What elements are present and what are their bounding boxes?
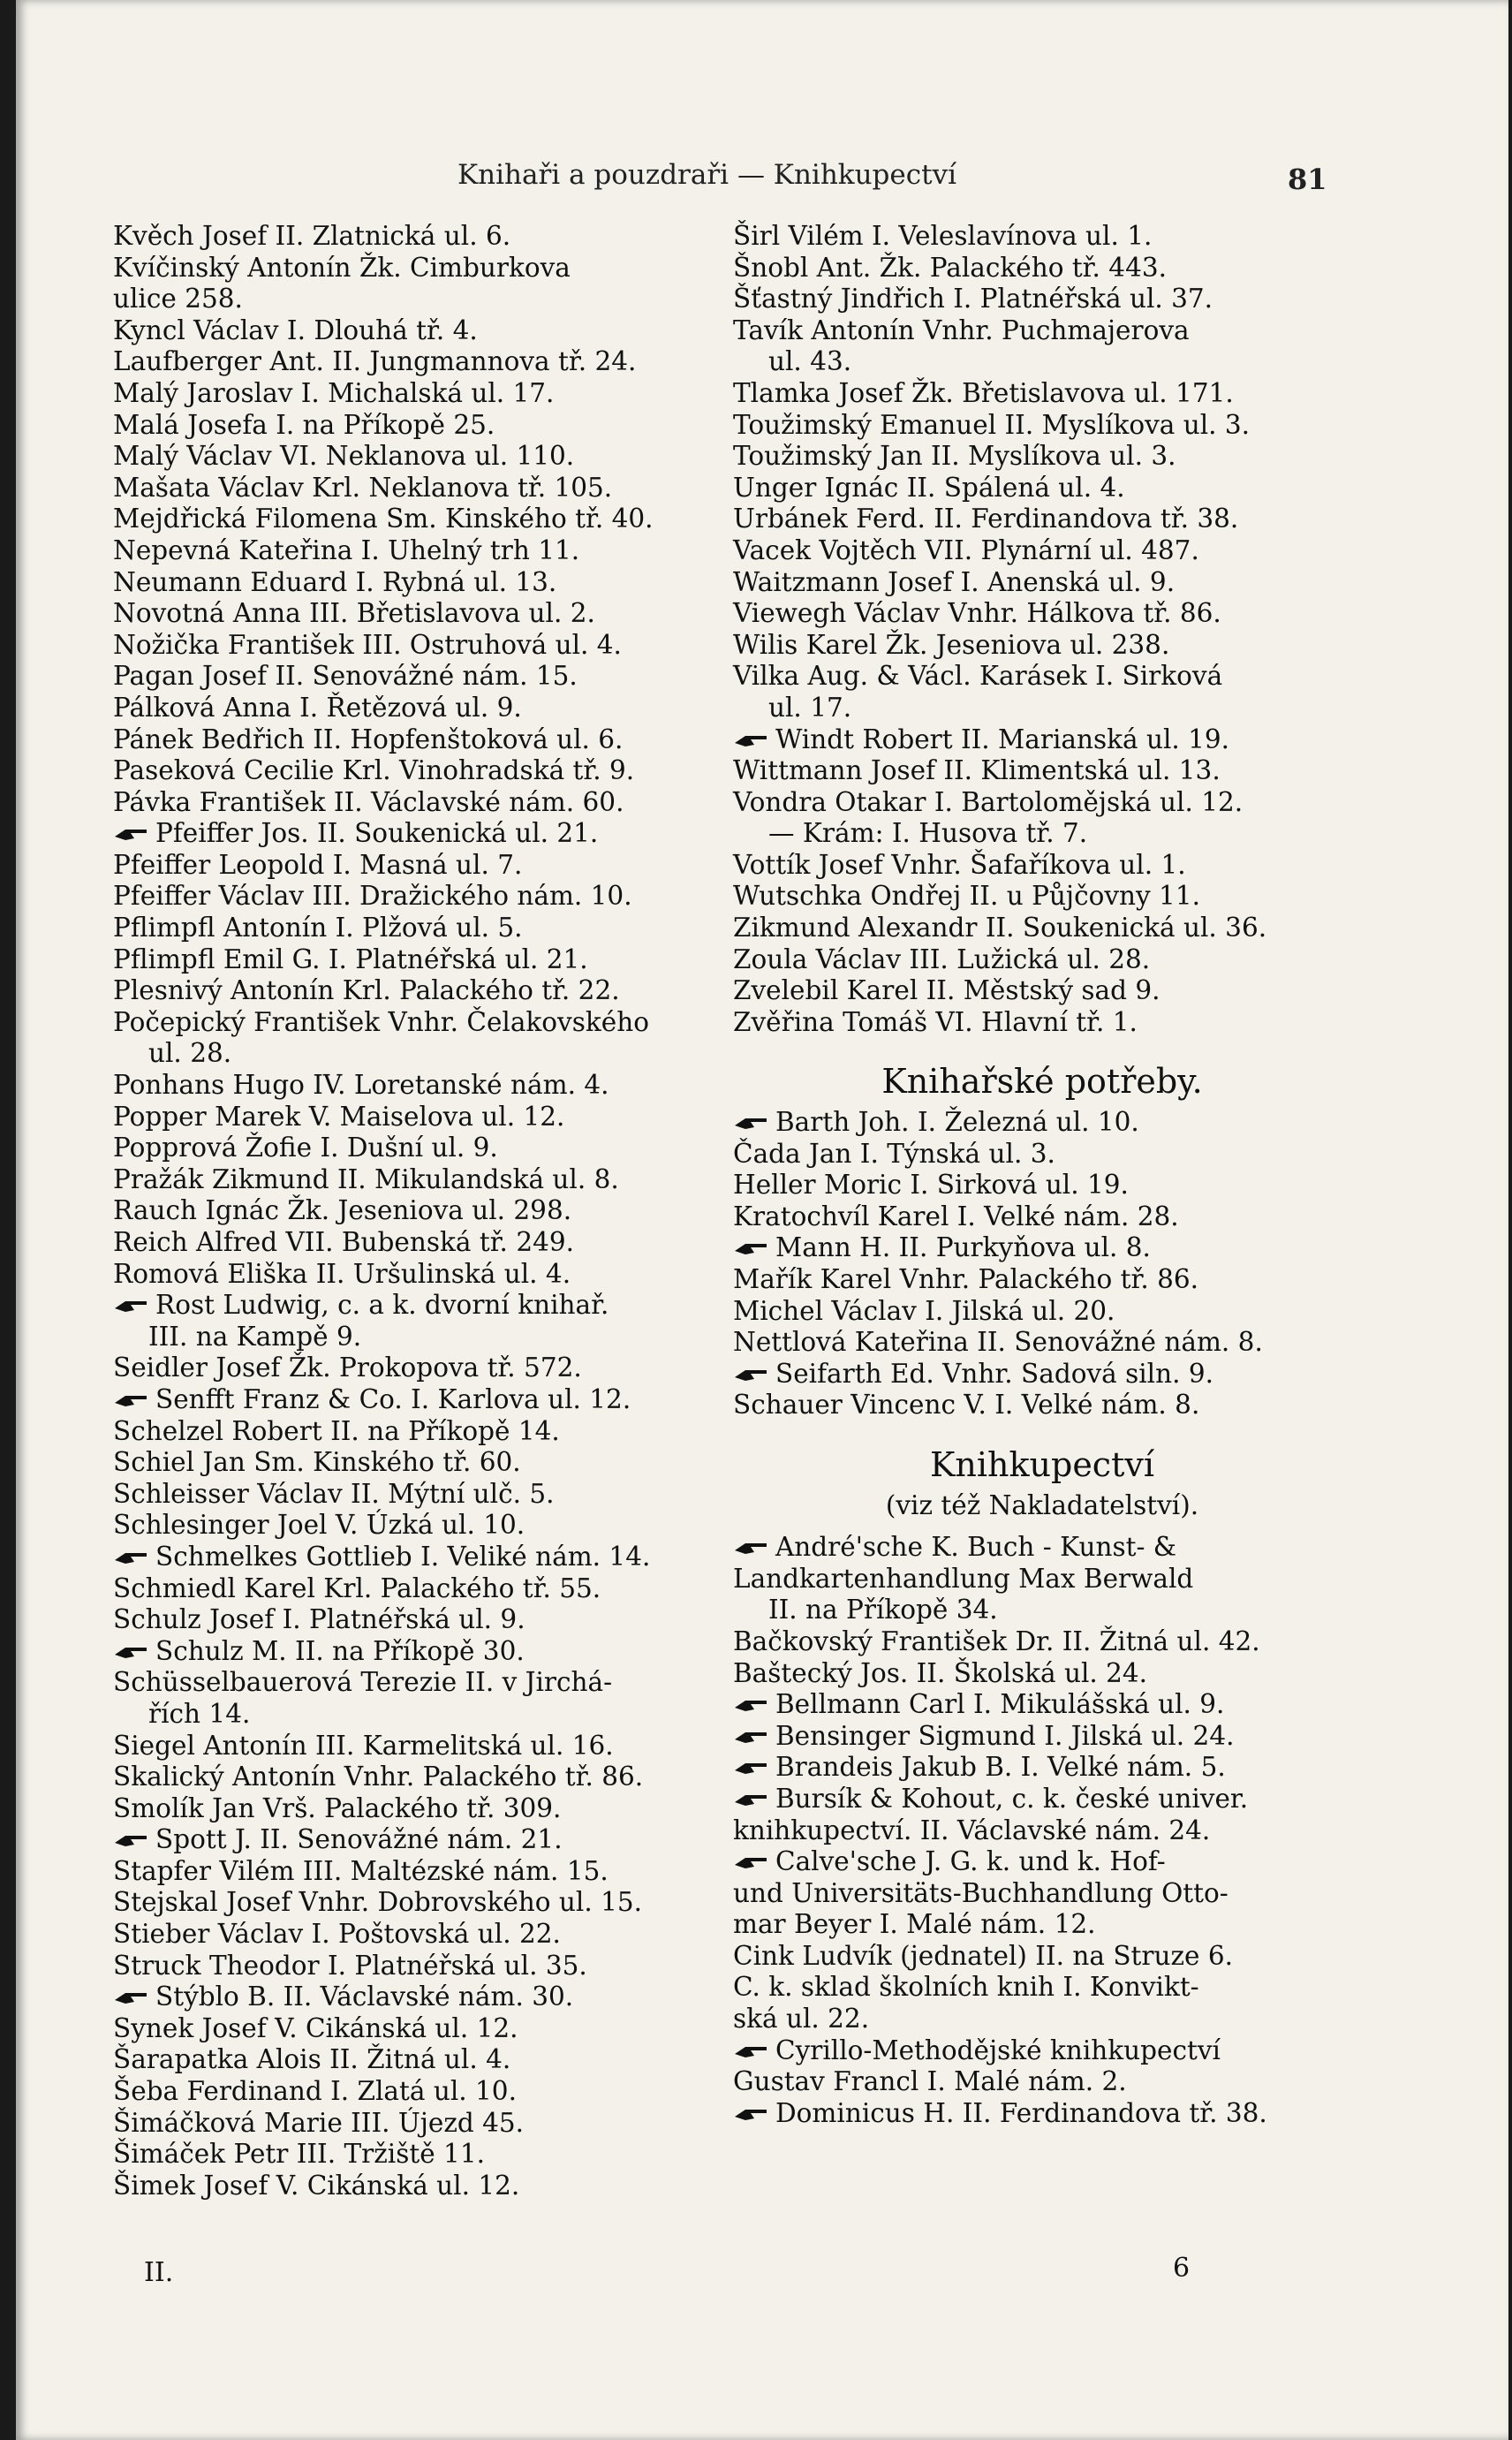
list-item: ulice 258.: [113, 284, 243, 314]
list-item: Pagan Josef II. Senovážné nám. 15.: [113, 661, 578, 692]
list-item: Plesnivý Antonín Krl. Palackého tř. 22.: [113, 975, 620, 1006]
list-item: Reich Alfred VII. Bubenská tř. 249.: [113, 1227, 574, 1257]
list-item: Toužimský Emanuel II. Myslíkova ul. 3.: [733, 409, 1251, 440]
pointing-hand-icon: [733, 1848, 768, 1868]
list-item: Nepevná Kateřina I. Uhelný trh 11.: [113, 534, 580, 565]
list-item: Nožička František III. Ostruhová ul. 4.: [113, 629, 622, 660]
list-item: Wilis Karel Žk. Jeseniova ul. 238.: [733, 629, 1170, 660]
list-item: Vilka Aug. & Václ. Karásek I. Sirková: [733, 661, 1223, 692]
list-item: Siegel Antonín III. Karmelitská ul. 16.: [113, 1730, 614, 1761]
pointing-hand-icon: [733, 1534, 768, 1553]
list-item: Wittmann Josef II. Klimentská ul. 13.: [733, 755, 1221, 786]
list-item: Seidler Josef Žk. Prokopova tř. 572.: [113, 1353, 582, 1383]
list-item: Cink Ludvík (jednatel) II. na Struze 6.: [733, 1940, 1234, 1971]
pointing-hand-icon: [733, 1360, 768, 1380]
list-item: Cyrillo-Methodějské knihkupectví: [733, 2035, 1351, 2067]
list-item: Pálková Anna I. Řetězová ul. 9.: [113, 692, 522, 723]
list-item: Vondra Otakar I. Bartolomějská ul. 12.: [733, 786, 1244, 817]
list-item: Stieber Václav I. Poštovská ul. 22.: [113, 1919, 561, 1950]
list-item: Pfeiffer Jos. II. Soukenická ul. 21.: [113, 818, 731, 850]
list-item: Vottík Josef Vnhr. Šafaříkova ul. 1.: [733, 849, 1186, 880]
list-item: ul. 28.: [148, 1038, 232, 1069]
list-item: Bensinger Sigmund I. Jilská ul. 24.: [733, 1721, 1351, 1753]
list-item: Dominicus H. II. Ferdinandova tř. 38.: [733, 2098, 1351, 2130]
list-item: Skalický Antonín Vnhr. Palackého tř. 86.: [113, 1762, 644, 1792]
list-item: Šeba Ferdinand I. Zlatá ul. 10.: [113, 2076, 517, 2107]
pointing-hand-icon: [733, 1691, 768, 1710]
book-page: [16, 0, 1508, 2440]
footer-signature-left: II.: [144, 2257, 174, 2288]
list-item: Schüsselbauerová Terezie II. v Jirchá-: [113, 1667, 613, 1698]
list-item: Šimáček Petr III. Tržiště 11.: [113, 2139, 485, 2170]
list-item: II. na Příkopě 34.: [768, 1595, 998, 1625]
list-item: Kratochvíl Karel I. Velké nám. 28.: [733, 1201, 1179, 1231]
pointing-hand-icon: [113, 1638, 148, 1657]
list-item: knihkupectví. II. Václavské nám. 24.: [733, 1815, 1211, 1845]
pointing-hand-icon: [733, 1109, 768, 1128]
list-item: Malá Josefa I. na Příkopě 25.: [113, 409, 495, 440]
pointing-hand-icon: [733, 726, 768, 746]
list-item: Stapfer Vilém III. Maltézské nám. 15.: [113, 1855, 609, 1886]
list-item: Spott J. II. Senovážné nám. 21.: [113, 1824, 731, 1856]
list-item: Pflimpfl Emil G. I. Platnéřská ul. 21.: [113, 943, 588, 974]
right-column: [733, 221, 1351, 2129]
list-item: Pflimpfl Antonín I. Plžová ul. 5.: [113, 913, 523, 943]
list-item: Gustav Francl I. Malé nám. 2.: [733, 2066, 1127, 2097]
list-item: Tlamka Josef Žk. Břetislavova ul. 171.: [733, 377, 1234, 408]
list-item: Zikmund Alexandr II. Soukenická ul. 36.: [733, 913, 1267, 943]
list-item: Šnobl Ant. Žk. Palackého tř. 443.: [733, 252, 1167, 283]
list-item: André'sche K. Buch - Kunst- &: [733, 1532, 1351, 1564]
pointing-hand-icon: [113, 1292, 148, 1311]
list-item: Windt Robert II. Marianská ul. 19.: [733, 724, 1351, 756]
list-item: Baštecký Jos. II. Školská ul. 24.: [733, 1657, 1148, 1688]
list-item: Barth Joh. I. Železná ul. 10.: [733, 1107, 1351, 1139]
list-item: mar Beyer I. Malé nám. 12.: [733, 1909, 1096, 1940]
list-item: Senfft Franz & Co. I. Karlova ul. 12.: [113, 1384, 731, 1416]
list-item: Počepický František Vnhr. Čelakovského: [113, 1006, 649, 1037]
list-item: Struck Theodor I. Platnéřská ul. 35.: [113, 1950, 587, 1981]
pointing-hand-icon: [733, 1723, 768, 1742]
list-item: Šimek Josef V. Cikánská ul. 12.: [113, 2170, 520, 2201]
pointing-hand-icon: [113, 1983, 148, 2003]
list-item: Pražák Zikmund II. Mikulandská ul. 8.: [113, 1163, 619, 1194]
list-item: Stejskal Josef Vnhr. Dobrovského ul. 15.: [113, 1887, 643, 1918]
list-item: Popper Marek V. Maiselova ul. 12.: [113, 1101, 565, 1132]
section-title: Knihařské potřeby.: [881, 1062, 1203, 1102]
list-item: Pfeiffer Leopold I. Masná ul. 7.: [113, 849, 523, 880]
list-item: III. na Kampě 9.: [148, 1321, 362, 1352]
list-item: Šťastný Jindřich I. Platnéřská ul. 37.: [733, 284, 1213, 314]
list-item: Rauch Ignác Žk. Jeseniova ul. 298.: [113, 1195, 572, 1226]
list-item: Paseková Cecilie Krl. Vinohradská tř. 9.: [113, 755, 635, 786]
list-item: Smolík Jan Vrš. Palackého tř. 309.: [113, 1792, 562, 1823]
pointing-hand-icon: [733, 1785, 768, 1805]
section-title: Knihkupectví: [930, 1444, 1154, 1484]
list-item: Zoula Václav III. Lužická ul. 28.: [733, 943, 1151, 974]
list-item: Wutschka Ondřej II. u Půjčovny 11.: [733, 881, 1200, 912]
list-item: řích 14.: [148, 1698, 251, 1729]
list-item: Čada Jan I. Týnská ul. 3.: [733, 1138, 1055, 1169]
list-item: Mařík Karel Vnhr. Palackého tř. 86.: [733, 1264, 1199, 1294]
list-item: ská ul. 22.: [733, 2004, 870, 2035]
list-item: Zvěřina Tomáš VI. Hlavní tř. 1.: [733, 1006, 1138, 1037]
list-item: und Universitäts-Buchhandlung Otto-: [733, 1877, 1228, 1908]
list-item: Schlesinger Joel V. Úzká ul. 10.: [113, 1510, 525, 1541]
list-item: Malý Václav VI. Neklanova ul. 110.: [113, 441, 575, 472]
pointing-hand-icon: [113, 1386, 148, 1406]
list-item: Bellmann Carl I. Mikulášská ul. 9.: [733, 1689, 1351, 1721]
list-item: Landkartenhandlung Max Berwald: [733, 1563, 1194, 1594]
section-subtitle: (viz též Nakladatelství).: [885, 1489, 1199, 1520]
pointing-hand-icon: [733, 2037, 768, 2057]
list-item: Šimáčková Marie III. Újezd 45.: [113, 2107, 525, 2138]
list-item: Romová Eliška II. Uršulinská ul. 4.: [113, 1258, 571, 1289]
list-item: Waitzmann Josef I. Anenská ul. 9.: [733, 566, 1176, 597]
list-item: Bačkovský František Dr. II. Žitná ul. 42.: [733, 1625, 1260, 1656]
list-item: Novotná Anna III. Břetislavova ul. 2.: [113, 598, 595, 629]
list-item: Viewegh Václav Vnhr. Hálkova tř. 86.: [733, 598, 1221, 629]
list-item: ul. 17.: [768, 692, 852, 723]
list-item: Popprová Žofie I. Dušní ul. 9.: [113, 1133, 498, 1163]
left-column: [113, 221, 731, 2201]
list-item: Ponhans Hugo IV. Loretanské nám. 4.: [113, 1070, 609, 1101]
list-item: ul. 43.: [768, 346, 852, 377]
pointing-hand-icon: [733, 2100, 768, 2119]
list-item: Mejdřická Filomena Sm. Kinského tř. 40.: [113, 504, 654, 534]
list-item: Šarapatka Alois II. Žitná ul. 4.: [113, 2044, 511, 2075]
list-item: Pávka František II. Václavské nám. 60.: [113, 786, 624, 817]
list-item: Michel Václav I. Jilská ul. 20.: [733, 1295, 1115, 1326]
pointing-hand-icon: [113, 1826, 148, 1845]
list-item: Unger Ignác II. Spálená ul. 4.: [733, 472, 1125, 503]
list-item: C. k. sklad školních knih I. Konvikt-: [733, 1972, 1199, 2003]
pointing-hand-icon: [113, 820, 148, 839]
list-item: Schmiedl Karel Krl. Palackého tř. 55.: [113, 1572, 601, 1603]
list-item: Rost Ludwig, c. a k. dvorní knihař.: [113, 1290, 731, 1322]
list-item: Schulz Josef I. Platnéřská ul. 9.: [113, 1604, 525, 1635]
list-item: Brandeis Jakub B. I. Velké nám. 5.: [733, 1752, 1351, 1784]
list-item: Laufberger Ant. II. Jungmannova tř. 24.: [113, 346, 637, 377]
list-item: Schelzel Robert II. na Příkopě 14.: [113, 1415, 560, 1446]
list-item: Schiel Jan Sm. Kinského tř. 60.: [113, 1447, 521, 1478]
list-item: Schleisser Václav II. Mýtní ulč. 5.: [113, 1478, 555, 1509]
list-item: Kvíčinský Antonín Žk. Cimburkova: [113, 252, 571, 283]
list-item: Neumann Eduard I. Rybná ul. 13.: [113, 566, 557, 597]
list-item: Mann H. II. Purkyňova ul. 8.: [733, 1232, 1351, 1264]
list-item: Heller Moric I. Sirková ul. 19.: [733, 1170, 1129, 1201]
list-item: Pánek Bedřich II. Hopfenštoková ul. 6.: [113, 724, 624, 754]
list-item: — Krám: I. Husova tř. 7.: [768, 818, 1088, 849]
list-item: Nettlová Kateřina II. Senovážné nám. 8.: [733, 1327, 1263, 1358]
page-number: 81: [1288, 163, 1327, 196]
list-item: Schmelkes Gottlieb I. Veliké nám. 14.: [113, 1542, 731, 1573]
list-item: Zvelebil Karel II. Městský sad 9.: [733, 975, 1160, 1006]
list-item: Calve'sche J. G. k. und k. Hof-: [733, 1846, 1351, 1878]
list-item: Malý Jaroslav I. Michalská ul. 17.: [113, 377, 555, 408]
list-item: Seifarth Ed. Vnhr. Sadová siln. 9.: [733, 1359, 1351, 1390]
list-item: Synek Josef V. Cikánská ul. 12.: [113, 2012, 518, 2043]
list-item: Schulz M. II. na Příkopě 30.: [113, 1636, 731, 1668]
list-item: Bursík & Kohout, c. k. české univer.: [733, 1784, 1351, 1815]
pointing-hand-icon: [733, 1234, 768, 1254]
list-item: Pfeiffer Václav III. Dražického nám. 10.: [113, 881, 632, 912]
list-item: Tavík Antonín Vnhr. Puchmajerova: [733, 314, 1190, 345]
list-item: Kyncl Václav I. Dlouhá tř. 4.: [113, 314, 478, 345]
list-item: Vacek Vojtěch VII. Plynární ul. 487.: [733, 534, 1199, 565]
list-item: Urbánek Ferd. II. Ferdinandova tř. 38.: [733, 504, 1239, 534]
footer-signature-right: 6: [1173, 2253, 1191, 2284]
list-item: Schauer Vincenc V. I. Velké nám. 8.: [733, 1390, 1200, 1421]
pointing-hand-icon: [113, 1543, 148, 1563]
list-item: Mašata Václav Krl. Neklanova tř. 105.: [113, 472, 613, 503]
pointing-hand-icon: [733, 1754, 768, 1773]
list-item: Stýblo B. II. Václavské nám. 30.: [113, 1982, 731, 2013]
list-item: Kvěch Josef II. Zlatnická ul. 6.: [113, 221, 511, 251]
list-item: Toužimský Jan II. Myslíkova ul. 3.: [733, 441, 1176, 472]
list-item: Širl Vilém I. Veleslavínova ul. 1.: [733, 221, 1153, 251]
running-header: Knihaři a pouzdraři — Knihkupectví: [457, 159, 956, 191]
